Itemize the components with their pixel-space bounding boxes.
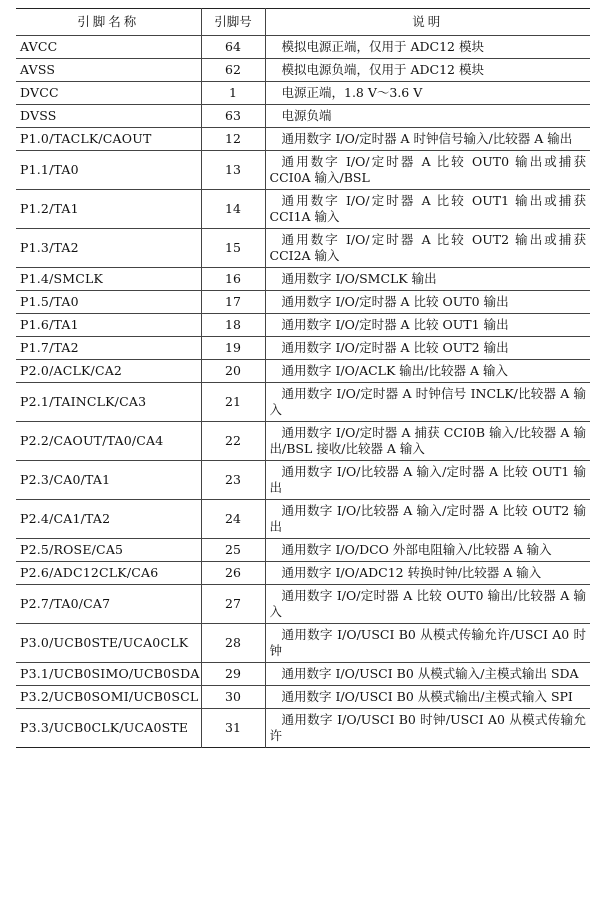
pin-number-cell: 28 <box>201 624 265 663</box>
description-cell: 通用数字 I/O/DCO 外部电阻输入/比较器 A 输入 <box>265 539 590 562</box>
pin-number-cell: 1 <box>201 82 265 105</box>
description-cell: 通用数字 I/O/定时器 A 比较 OUT0 输出或捕获 CCI0A 输入/BSL <box>265 151 590 190</box>
pin-number-cell: 23 <box>201 461 265 500</box>
pin-name-cell: P1.6/TA1 <box>16 314 201 337</box>
pin-number-cell: 20 <box>201 360 265 383</box>
description-cell: 通用数字 I/O/定时器 A 时钟信号 INCLK/比较器 A 输入 <box>265 383 590 422</box>
pin-name-cell: P3.2/UCB0SOMI/UCB0SCL <box>16 686 201 709</box>
header-row <box>16 9 590 36</box>
description-cell: 通用数字 I/O/SMCLK 输出 <box>265 268 590 291</box>
pin-number-cell: 15 <box>201 229 265 268</box>
table-row <box>16 422 590 461</box>
description-cell: 通用数字 I/O/USCI B0 从模式输出/主模式输入 SPI <box>265 686 590 709</box>
pin-number-cell: 17 <box>201 291 265 314</box>
table-row <box>16 585 590 624</box>
table-row <box>16 151 590 190</box>
pin-number-cell: 29 <box>201 663 265 686</box>
table-row <box>16 82 590 105</box>
description-cell: 通用数字 I/O/ADC12 转换时钟/比较器 A 输入 <box>265 562 590 585</box>
description-cell: 通用数字 I/O/定时器 A 捕获 CCI0B 输入/比较器 A 输出/BSL 接收/比较器 A 输入 <box>265 422 590 461</box>
table-row <box>16 383 590 422</box>
pin-number-cell: 24 <box>201 500 265 539</box>
pin-name-cell: P2.4/CA1/TA2 <box>16 500 201 539</box>
description-cell: 通用数字 I/O/定时器 A 比较 OUT2 输出或捕获 CCI2A 输入 <box>265 229 590 268</box>
header-pin-name: 引脚名称 <box>16 9 201 36</box>
pin-number-cell: 27 <box>201 585 265 624</box>
description-cell: 模拟电源正端，仅用于 ADC12 模块 <box>265 36 590 59</box>
table-row <box>16 59 590 82</box>
pin-name-cell: P1.5/TA0 <box>16 291 201 314</box>
table-row <box>16 314 590 337</box>
pin-name-cell: P2.0/ACLK/CA2 <box>16 360 201 383</box>
table-row <box>16 500 590 539</box>
pin-number-cell: 22 <box>201 422 265 461</box>
pin-number-cell: 16 <box>201 268 265 291</box>
pin-number-cell: 25 <box>201 539 265 562</box>
description-cell: 通用数字 I/O/ACLK 输出/比较器 A 输入 <box>265 360 590 383</box>
pin-number-cell: 12 <box>201 128 265 151</box>
table-row <box>16 686 590 709</box>
pin-name-cell: DVSS <box>16 105 201 128</box>
description-cell: 通用数字 I/O/USCI B0 从模式传输允许/USCI A0 时钟 <box>265 624 590 663</box>
pin-name-cell: AVCC <box>16 36 201 59</box>
pin-name-cell: P3.0/UCB0STE/UCA0CLK <box>16 624 201 663</box>
pin-name-cell: DVCC <box>16 82 201 105</box>
description-cell: 通用数字 I/O/定时器 A 比较 OUT2 输出 <box>265 337 590 360</box>
pin-number-cell: 14 <box>201 190 265 229</box>
pin-number-cell: 26 <box>201 562 265 585</box>
pin-name-cell: P2.1/TAINCLK/CA3 <box>16 383 201 422</box>
pin-number-cell: 18 <box>201 314 265 337</box>
description-cell: 通用数字 I/O/定时器 A 比较 OUT0 输出 <box>265 291 590 314</box>
description-cell: 模拟电源负端，仅用于 ADC12 模块 <box>265 59 590 82</box>
table-row <box>16 461 590 500</box>
table-row <box>16 291 590 314</box>
table-row <box>16 128 590 151</box>
pin-name-cell: P2.5/ROSE/CA5 <box>16 539 201 562</box>
table-row <box>16 663 590 686</box>
description-cell: 通用数字 I/O/USCI B0 从模式输入/主模式输出 SDA <box>265 663 590 686</box>
pin-number-cell: 13 <box>201 151 265 190</box>
table-row <box>16 105 590 128</box>
pin-number-cell: 21 <box>201 383 265 422</box>
pin-number-cell: 31 <box>201 709 265 748</box>
table-row <box>16 709 590 748</box>
pin-number-cell: 30 <box>201 686 265 709</box>
pin-number-cell: 19 <box>201 337 265 360</box>
header-pin-number: 引脚号 <box>201 9 265 36</box>
pin-name-cell: P3.3/UCB0CLK/UCA0STE <box>16 709 201 748</box>
description-cell: 电源负端 <box>265 105 590 128</box>
description-cell: 通用数字 I/O/USCI B0 时钟/USCI A0 从模式传输允许 <box>265 709 590 748</box>
pin-name-cell: P1.7/TA2 <box>16 337 201 360</box>
description-cell: 通用数字 I/O/定时器 A 比较 OUT1 输出或捕获 CCI1A 输入 <box>265 190 590 229</box>
pin-name-cell: P2.7/TA0/CA7 <box>16 585 201 624</box>
table-row <box>16 36 590 59</box>
table-row <box>16 562 590 585</box>
pin-name-cell: P1.3/TA2 <box>16 229 201 268</box>
table-row <box>16 229 590 268</box>
pin-name-cell: AVSS <box>16 59 201 82</box>
table-row <box>16 360 590 383</box>
header-description: 说明 <box>265 9 590 36</box>
pin-number-cell: 64 <box>201 36 265 59</box>
pin-name-cell: P2.3/CA0/TA1 <box>16 461 201 500</box>
description-cell: 通用数字 I/O/定时器 A 比较 OUT1 输出 <box>265 314 590 337</box>
pin-name-cell: P3.1/UCB0SIMO/UCB0SDA <box>16 663 201 686</box>
description-cell: 通用数字 I/O/定时器 A 比较 OUT0 输出/比较器 A 输入 <box>265 585 590 624</box>
table-row <box>16 190 590 229</box>
pin-name-cell: P1.2/TA1 <box>16 190 201 229</box>
pin-name-cell: P2.6/ADC12CLK/CA6 <box>16 562 201 585</box>
description-cell: 通用数字 I/O/比较器 A 输入/定时器 A 比较 OUT1 输出 <box>265 461 590 500</box>
pin-number-cell: 63 <box>201 105 265 128</box>
table-row <box>16 337 590 360</box>
pin-name-cell: P1.4/SMCLK <box>16 268 201 291</box>
pin-description-table <box>16 8 590 748</box>
description-cell: 通用数字 I/O/比较器 A 输入/定时器 A 比较 OUT2 输出 <box>265 500 590 539</box>
table-row <box>16 624 590 663</box>
pin-name-cell: P1.0/TACLK/CAOUT <box>16 128 201 151</box>
table-row <box>16 268 590 291</box>
table-row <box>16 539 590 562</box>
pin-name-cell: P1.1/TA0 <box>16 151 201 190</box>
pin-name-cell: P2.2/CAOUT/TA0/CA4 <box>16 422 201 461</box>
pin-number-cell: 62 <box>201 59 265 82</box>
description-cell: 通用数字 I/O/定时器 A 时钟信号输入/比较器 A 输出 <box>265 128 590 151</box>
description-cell: 电源正端，1.8 V～3.6 V <box>265 82 590 105</box>
